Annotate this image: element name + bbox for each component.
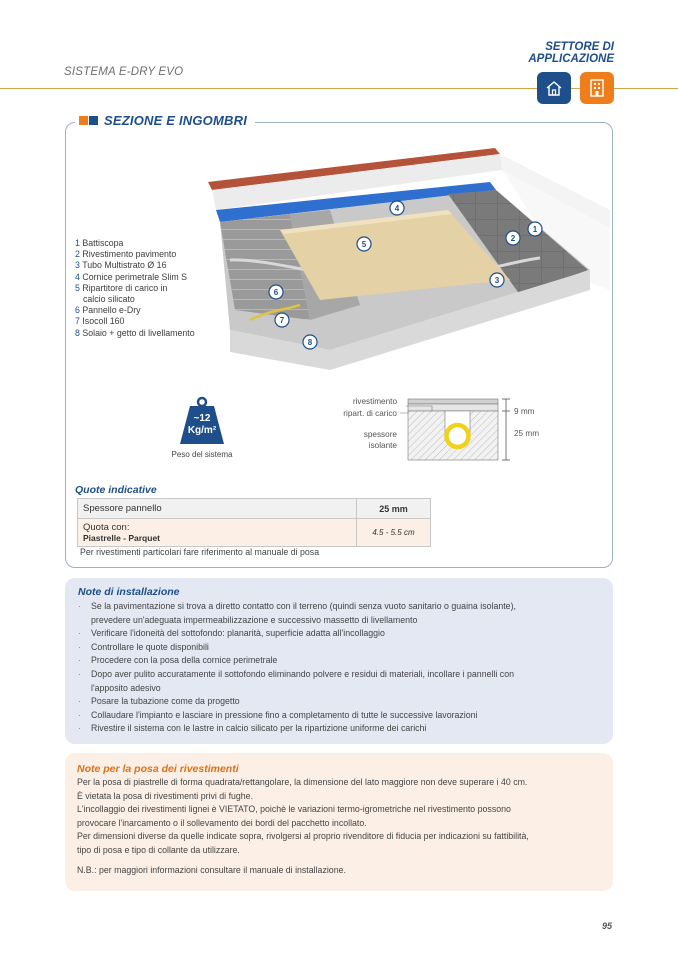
legend-item: 6 Pannello e-Dry <box>75 305 141 316</box>
svg-text:7: 7 <box>279 316 285 325</box>
office-building-icon <box>580 72 614 104</box>
marker-4 <box>390 201 404 215</box>
legend-item: 3 Tubo Multistrato Ø 16 <box>75 260 167 271</box>
section-title: SEZIONE E INGOMBRI <box>104 113 248 128</box>
row2-sub: Piastrelle - Parquet <box>83 533 161 543</box>
marker-6 <box>269 285 283 299</box>
posa-notes-title: Note per la posa dei rivestimenti <box>77 763 239 775</box>
posa-line: tipo di posa e tipo di collante da utilizzare. <box>77 844 240 855</box>
label-isolante: isolante <box>368 441 397 450</box>
posa-notes-box <box>65 753 613 891</box>
system-name: SISTEMA E-DRY EVO <box>64 66 184 78</box>
svg-text:1: 1 <box>532 225 538 234</box>
install-notes-box <box>65 578 613 744</box>
legend-item: 4 Cornice perimetrale Slim S <box>75 271 187 282</box>
posa-nb: N.B.: per maggiori informazioni consultare il manuale di installazione. <box>77 864 346 875</box>
label-spessore: spessore <box>363 430 397 439</box>
sector-heading-line1: SETTORE DI <box>545 41 614 53</box>
svg-text:8: 8 <box>307 338 313 347</box>
legend-item: 5 Ripartitore di carico in <box>75 282 168 293</box>
install-notes-title: Note di installazione <box>78 586 180 598</box>
quote-table <box>77 498 431 547</box>
marker-1 <box>528 222 542 236</box>
row1-label: Spessore pannello <box>78 499 357 519</box>
posa-line: L'incollaggio dei rivestimenti lignei è VIETATO, poichè le variazioni termo-igrometriche nel rivestimento possono <box>77 804 511 815</box>
weight-value: ~12 <box>193 413 211 424</box>
table-note: Per rivestimenti particolari fare riferimento al manuale di posa <box>80 547 320 557</box>
posa-line: È vietata la posa di rivestimenti privi di fughe. <box>77 790 254 801</box>
sector-heading-line2: APPLICAZIONE <box>528 53 614 65</box>
list-item: · Dopo aver pulito accuratamente il sottofondo eliminando polvere e residui di materiali, incollare i pannelli con <box>78 668 600 682</box>
marker-7 <box>275 313 289 327</box>
svg-text:4: 4 <box>394 204 400 213</box>
posa-line: provocare l'inarcamento o il sollevamento dei bordi del pacchetto incollato. <box>77 817 367 828</box>
install-notes-list <box>78 600 600 736</box>
legend-item-continuation: calcio silicato <box>83 294 135 305</box>
blue-square-icon <box>89 116 98 125</box>
list-item: · Procedere con la posa della cornice perimetrale <box>78 654 600 668</box>
marker-8 <box>303 335 317 349</box>
sector-heading <box>528 41 614 65</box>
page-number: 95 <box>601 921 612 931</box>
label-rivestimento: rivestimento <box>352 397 397 406</box>
marker-5 <box>357 237 371 251</box>
legend-item: 8 Solaio + getto di livellamento <box>75 327 195 338</box>
list-item: · Verificare l'idoneità del sottofondo: planarità, superficie adatta all'incollaggio <box>78 627 600 641</box>
posa-line: Per dimensioni diverse da quelle indicate sopra, rivolgersi al proprio rivenditore di fiducia per indicazioni su fattibilità, <box>77 831 529 842</box>
legend-item: 1 Battiscopa <box>75 238 124 248</box>
quote-title: Quote indicative <box>75 484 157 496</box>
legend-item: 2 Rivestimento pavimento <box>75 249 177 260</box>
marker-2 <box>506 231 520 245</box>
row1-value: 25 mm <box>357 499 431 519</box>
list-item: l'apposito adesivo <box>91 682 161 693</box>
home-icon <box>537 72 571 104</box>
table-row <box>78 519 431 547</box>
header-divider <box>0 88 678 89</box>
component-legend <box>75 238 195 339</box>
dim-top: 9 mm <box>514 407 535 416</box>
svg-text:2: 2 <box>510 234 516 243</box>
list-item: · Posare la tubazione come da progetto <box>78 695 600 709</box>
row2-value: 4.5 - 5.5 cm <box>357 519 431 547</box>
list-item: · Rivestire il sistema con le lastre in calcio silicato per la ripartizione uniforme dei carichi <box>78 722 600 736</box>
list-item: · Controllare le quote disponibili <box>78 641 600 655</box>
cross-section-diagram <box>330 392 560 464</box>
svg-text:6: 6 <box>273 288 279 297</box>
list-item: prevedere un'adeguata impermeabilizzazione e successivo massetto di livellamento <box>91 614 418 625</box>
orange-square-icon <box>79 116 88 125</box>
list-item: · Se la pavimentazione si trova a diretto contatto con il terreno (quindi senza vuoto sanitario o guaina isolante), <box>78 600 600 614</box>
dim-total: 25 mm <box>514 429 540 438</box>
weight-label: Peso del sistema <box>171 450 233 459</box>
list-item: · Collaudare l'impianto e lasciare in pressione fino a completamento di tutte le successive lavorazioni <box>78 709 600 723</box>
marker-3 <box>490 273 504 287</box>
row2-label: Quota con: <box>83 522 130 533</box>
posa-line: Per la posa di piastrelle di forma quadrata/rettangolare, la dimensione del lato maggiore non deve superare i 40 cm. <box>77 777 528 787</box>
row2-label-cell <box>78 519 357 547</box>
floor-cutaway-illustration <box>190 140 610 370</box>
weight-value-block <box>178 413 226 437</box>
table-row <box>78 499 431 519</box>
label-ripart: ripart. di carico <box>343 409 397 418</box>
svg-text:3: 3 <box>494 276 500 285</box>
svg-text:5: 5 <box>361 240 367 249</box>
legend-item: 7 Isocoll 160 <box>75 316 125 327</box>
section-heading <box>75 113 255 128</box>
weight-unit: Kg/m² <box>187 425 217 436</box>
